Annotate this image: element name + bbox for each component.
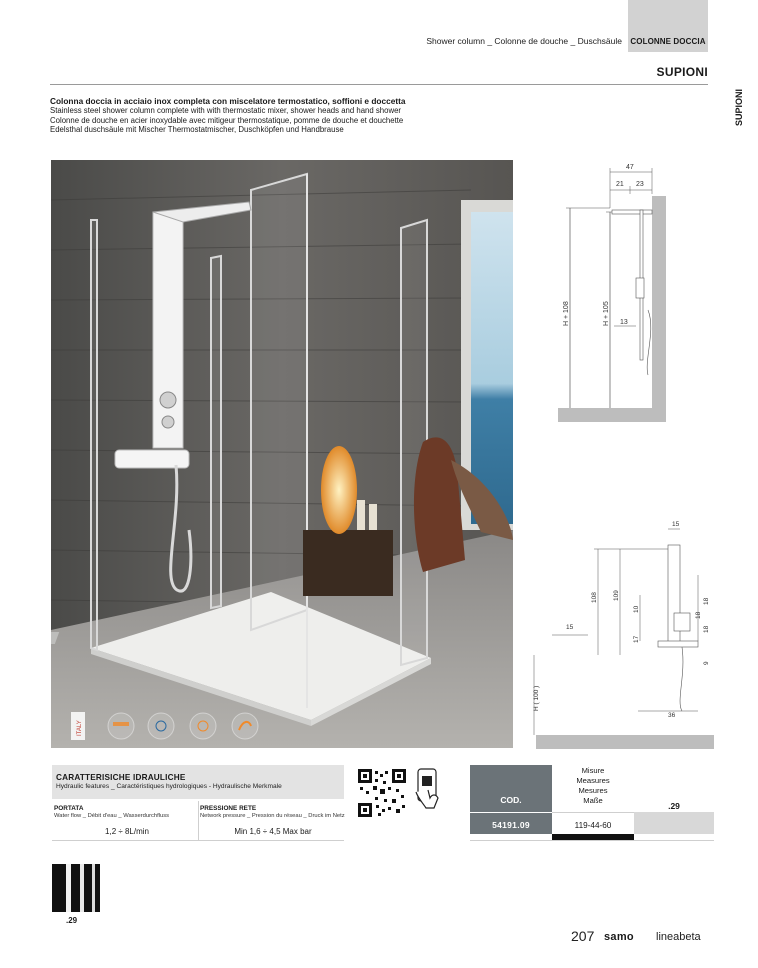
measures-label-fr: Mesures	[578, 786, 608, 795]
dim-9: 9	[703, 661, 710, 665]
side-label-text: SUPIONI	[734, 88, 744, 126]
feature-flow-translations: Water flow _ Débit d'eau _ Wasserdurchfluss	[54, 813, 170, 819]
feature-pressure-translations: Network pressure _ Pression du réseau _ Druck im Netz	[200, 813, 345, 819]
feature-flow-value: 1,2 ÷ 8L/min	[105, 827, 149, 836]
description-french: Colonne de douche en acier inoxydable avec mitigeur thermostatique, pomme de douche et douchette	[50, 115, 404, 125]
code-value[interactable]: 54191.09	[492, 820, 530, 830]
dim-109: 109	[613, 590, 620, 601]
variant-cell	[634, 812, 714, 834]
technical-drawing-bottom	[528, 515, 720, 755]
page-number: 207	[571, 928, 595, 944]
features-subtitle: Hydraulic features _ Caractéristiques hydrologiques - Hydraulische Merkmale	[56, 783, 282, 790]
dim-h105: H + 105	[603, 301, 610, 326]
product-description	[50, 97, 650, 135]
dim-18b: 18	[695, 611, 702, 619]
swatch-code: .29	[66, 916, 78, 925]
product-photo	[51, 160, 513, 748]
description-german: Edelsthal duschsäule mit Mischer Thermostatmischer, Duschköpfen und Handbrause	[50, 125, 344, 135]
phone-scan-icon	[414, 768, 440, 810]
features-title: CARATTERISICHE IDRAULICHE	[56, 773, 186, 782]
dim-h108: H + 108	[563, 301, 570, 326]
water-saving-icon	[190, 713, 216, 739]
feature-separator	[198, 801, 199, 841]
code-label: COD.	[500, 795, 522, 805]
feature-flow	[54, 805, 200, 836]
dim-15-left: 15	[566, 624, 574, 631]
dim-47: 47	[626, 164, 634, 171]
feature-pressure	[200, 805, 346, 836]
italy-badge-text: ITALY	[77, 720, 83, 736]
feature-pressure-label: PRESSIONE RETE	[200, 805, 257, 812]
dim-h100: H ( 100 )	[533, 685, 540, 711]
dim-36: 36	[668, 712, 676, 719]
finish-swatch[interactable]	[52, 864, 100, 912]
description-english: Stainless steel shower column complete with with thermostatic mixer, shower heads and hand shower	[50, 106, 402, 116]
product-name: SUPIONI	[656, 65, 708, 79]
measures-label	[552, 766, 634, 806]
side-label	[734, 86, 748, 126]
technical-drawing-top	[540, 160, 720, 430]
measures-label-it: Misure	[581, 766, 605, 775]
dim-10: 10	[633, 605, 640, 613]
dim-21: 21	[616, 181, 624, 188]
category-tab-label: COLONNE DOCCIA	[630, 37, 706, 46]
footer-brand: samo	[604, 931, 634, 943]
code-divider	[470, 812, 552, 813]
features-bottom-divider	[52, 840, 344, 841]
header-divider	[50, 84, 708, 85]
qr-code[interactable]	[358, 769, 406, 817]
table-bottom-divider	[470, 840, 714, 841]
feature-pressure-value: Min 1,6 ÷ 4,5 Max bar	[234, 827, 312, 836]
hand-shower-icon	[232, 713, 258, 739]
footer-product-line: lineabeta	[656, 931, 701, 943]
description-italian: Colonna doccia in acciaio inox completa con miscelatore termostatico, soffioni e doccetta	[50, 96, 406, 106]
dim-15-top: 15	[672, 521, 680, 528]
features-header	[52, 765, 344, 799]
dim-108: 108	[591, 592, 598, 603]
dim-17: 17	[633, 635, 640, 643]
measures-label-de: Maße	[583, 796, 603, 805]
dim-13: 13	[620, 319, 628, 326]
dim-18c: 18	[703, 625, 710, 633]
measures-label-en: Measures	[576, 776, 610, 785]
variant-label: .29	[668, 801, 680, 811]
measures-value: 119-44-60	[574, 821, 612, 830]
header-subtitle: Shower column _ Colonne de douche _ Duschsäule	[426, 36, 622, 46]
feature-flow-label: PORTATA	[54, 805, 84, 812]
dim-18a: 18	[703, 597, 710, 605]
thermostatic-icon	[148, 713, 174, 739]
category-tab[interactable]	[628, 0, 708, 52]
dim-23: 23	[636, 181, 644, 188]
